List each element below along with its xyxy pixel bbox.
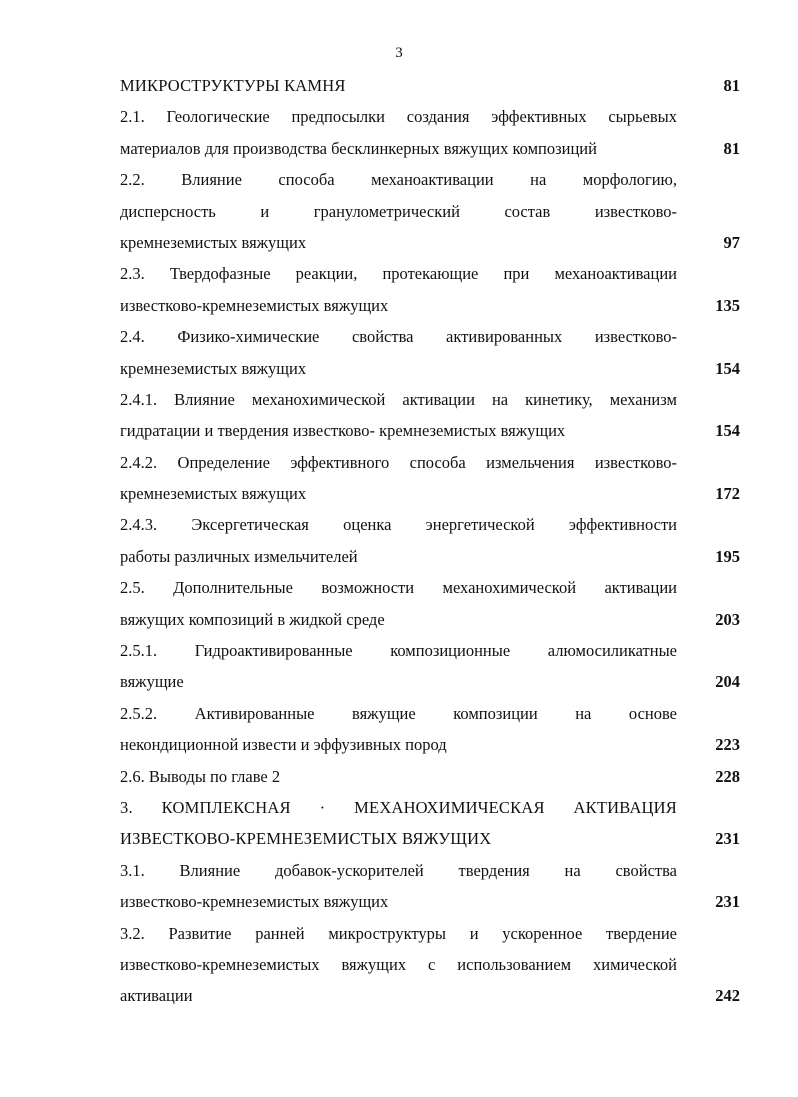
toc-entry bbox=[120, 384, 740, 447]
toc-entry-line: вяжущие bbox=[120, 672, 184, 692]
toc-entry bbox=[120, 918, 740, 1012]
toc-entry-line: кремнеземистых вяжущих bbox=[120, 484, 307, 504]
toc-entry-line: 3. КОМПЛЕКСНАЯ · МЕХАНОХИМИЧЕСКАЯ АКТИВАЦИЯ bbox=[120, 797, 677, 817]
toc-entry bbox=[120, 70, 740, 101]
toc-entry-line: кремнеземистых вяжущих bbox=[120, 358, 307, 378]
toc-entry-line: вяжущих композиций в жидкой среде bbox=[120, 609, 385, 629]
toc-entry-line: 2.4.3. Эксергетическая оценка энергетической эффективности bbox=[120, 515, 677, 535]
toc-entry-page: 81 bbox=[723, 138, 740, 158]
toc-entry-line: 3.2. Развитие ранней микроструктуры и ускоренное твердение bbox=[120, 923, 677, 943]
toc-entry-line: некондиционной извести и эффузивных пород bbox=[120, 735, 447, 755]
toc-entry bbox=[120, 761, 740, 792]
toc-entry-page: 154 bbox=[715, 421, 740, 441]
toc-entry-line: кремнеземистых вяжущих bbox=[120, 232, 307, 252]
toc-entry bbox=[120, 258, 740, 321]
toc-entry-page: 135 bbox=[715, 295, 740, 315]
toc-entry-line: 2.4. Физико-химические свойства активированных известково- bbox=[120, 327, 677, 347]
toc-entry-line: известково-кремнеземистых вяжущих bbox=[120, 295, 389, 315]
toc-entry-page: 81 bbox=[723, 76, 740, 95]
toc-entry-page: 204 bbox=[715, 672, 740, 692]
toc-entry-line: 2.6. Выводы по главе 2 bbox=[120, 766, 281, 786]
toc-entry-page: 228 bbox=[715, 766, 740, 786]
toc-entry-line: известково-кремнеземистых вяжущих bbox=[120, 892, 389, 912]
toc-entry bbox=[120, 635, 740, 698]
toc-entry-line: 2.2. Влияние способа механоактивации на морфологию, bbox=[120, 170, 677, 190]
toc-entry-line: 2.3. Твердофазные реакции, протекающие при механоактивации bbox=[120, 264, 677, 284]
toc-entry-page: 203 bbox=[715, 609, 740, 629]
toc-entry-line: 2.5.1. Гидроактивированные композиционные алюмосиликатные bbox=[120, 641, 677, 661]
toc-entry-page: 195 bbox=[715, 546, 740, 566]
page-number: 3 bbox=[395, 45, 403, 61]
toc-entry-line: активации bbox=[120, 986, 193, 1006]
toc-entry-page: 231 bbox=[715, 829, 740, 849]
toc-entry-line: дисперсность и гранулометрический состав известково- bbox=[120, 201, 677, 221]
toc-entry-page: 97 bbox=[723, 232, 740, 252]
toc-entry-page: 154 bbox=[715, 358, 740, 378]
toc-entry-line: гидратации и твердения известково- кремнеземистых вяжущих bbox=[120, 421, 566, 441]
toc-entry-page: 223 bbox=[715, 735, 740, 755]
toc-entry bbox=[120, 792, 740, 855]
toc-entry bbox=[120, 101, 740, 164]
toc-entry-page: 242 bbox=[715, 986, 740, 1006]
toc-entry bbox=[120, 321, 740, 384]
toc-entry-line: работы различных измельчителей bbox=[120, 546, 358, 566]
toc-entry-line: 2.4.1. Влияние механохимической активации на кинетику, механизм bbox=[120, 389, 677, 409]
toc-entry-page: 231 bbox=[715, 892, 740, 912]
toc-entry-line: 3.1. Влияние добавок-ускорителей твердения на свойства bbox=[120, 860, 677, 880]
toc-entry-line: 2.4.2. Определение эффективного способа измельчения известково- bbox=[120, 452, 677, 472]
toc-entry-line: 2.5.2. Активированные вяжущие композиции на основе bbox=[120, 703, 677, 723]
toc-entry bbox=[120, 164, 740, 258]
toc-entry bbox=[120, 855, 740, 918]
toc-entry-line: МИКРОСТРУКТУРЫ КАМНЯ bbox=[120, 76, 346, 95]
toc-entry bbox=[120, 447, 740, 510]
toc-entry-line: 2.1. Геологические предпосылки создания эффективных сырьевых bbox=[120, 107, 677, 127]
toc-entry bbox=[120, 509, 740, 572]
toc-entry-line: известково-кремнеземистых вяжущих с использованием химической bbox=[120, 954, 677, 974]
toc-entry-page: 172 bbox=[715, 484, 740, 504]
toc-entry-line: 2.5. Дополнительные возможности механохимической активации bbox=[120, 578, 677, 598]
table-of-contents bbox=[120, 70, 740, 1012]
toc-entry bbox=[120, 698, 740, 761]
toc-entry bbox=[120, 572, 740, 635]
toc-entry-line: материалов для производства бесклинкерных вяжущих композиций bbox=[120, 138, 597, 158]
toc-entry-line: ИЗВЕСТКОВО-КРЕМНЕЗЕМИСТЫХ ВЯЖУЩИХ bbox=[120, 829, 492, 849]
